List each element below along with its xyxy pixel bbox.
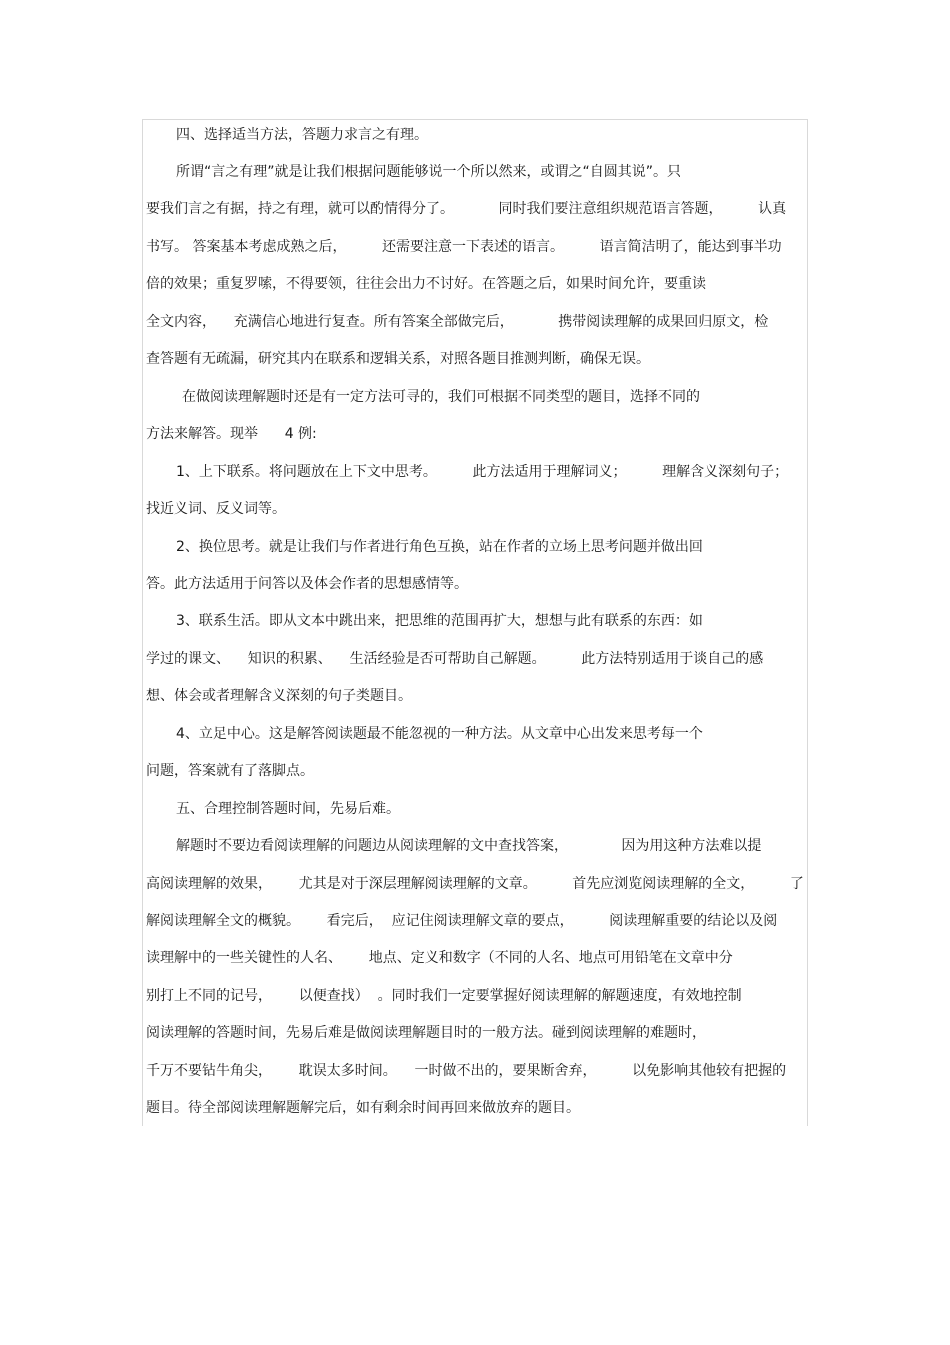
paragraph-line: 解阅读理解全文的概貌。 看完后， 应记住阅读理解文章的要点， 阅读理解重要的结论以及阅	[146, 913, 778, 929]
paragraph-line: 读理解中的一些关键性的人名、 地点、定义和数字（不同的人名、地点可用铅笔在文章中分	[146, 950, 733, 966]
paragraph-line: 解题时不要边看阅读理解的问题边从阅读理解的文中查找答案， 因为用这种方法难以提	[176, 838, 762, 854]
paragraph-line: 千万不要钻牛角尖， 耽误太多时间。 一时做不出的，要果断舍弃， 以免影响其他较有把握的	[146, 1063, 787, 1079]
section-heading-5: 五、合理控制答题时间，先易后难。	[176, 801, 400, 817]
paragraph-line: 在做阅读理解题时还是有一定方法可寻的，我们可根据不同类型的题目，选择不同的	[182, 389, 700, 405]
paragraph-line: 找近义词、反义词等。	[146, 501, 286, 517]
method-item-4: 4、立足中心。这是解答阅读题最不能忽视的一种方法。从文章中心出发来思考每一个	[176, 726, 703, 742]
paragraph-line: 方法来解答。现举 4 例:	[146, 426, 317, 442]
paragraph-line: 所谓“言之有理”就是让我们根据问题能够说一个所以然来，或谓之“自圆其说”。只	[176, 164, 682, 180]
paragraph-line: 全文内容， 充满信心地进行复查。所有答案全部做完后， 携带阅读理解的成果回归原文，检	[146, 314, 769, 330]
paragraph-line: 学过的课文、 知识的积累、 生活经验是否可帮助自己解题。 此方法特别适用于谈自己的感	[146, 651, 764, 667]
paragraph-line: 题目。待全部阅读理解题解完后，如有剩余时间再回来做放弃的题目。	[146, 1100, 580, 1116]
section-heading-4: 四、选择适当方法，答题力求言之有理。	[176, 127, 428, 143]
paragraph-line: 查答题有无疏漏，研究其内在联系和逻辑关系，对照各题目推测判断，确保无误。	[146, 351, 650, 367]
method-item-1: 1、上下联系。将问题放在上下文中思考。 此方法适用于理解词义； 理解含义深刻句子；	[176, 464, 789, 480]
method-item-2: 2、换位思考。就是让我们与作者进行角色互换，站在作者的立场上思考问题并做出回	[176, 539, 703, 555]
paragraph-line: 问题，答案就有了落脚点。	[146, 763, 314, 779]
paragraph-line: 答。此方法适用于问答以及体会作者的思想感情等。	[146, 576, 468, 592]
paragraph-line: 高阅读理解的效果， 尤其是对于深层理解阅读理解的文章。 首先应浏览阅读理解的全文， 了	[146, 876, 804, 892]
paragraph-line: 倍的效果；重复罗嗦，不得要领，往往会出力不讨好。在答题之后，如果时间允许，要重读	[146, 276, 706, 292]
paragraph-line: 要我们言之有据，持之有理，就可以酌情得分了。 同时我们要注意组织规范语言答题， 认真	[146, 201, 787, 217]
paragraph-line: 阅读理解的答题时间，先易后难是做阅读理解题目时的一般方法。碰到阅读理解的难题时，	[146, 1025, 706, 1041]
paragraph-line: 书写。 答案基本考虑成熟之后， 还需要注意一下表述的语言。 语言简洁明了，能达到事半功	[146, 239, 782, 255]
method-item-3: 3、联系生活。即从文本中跳出来，把思维的范围再扩大，想想与此有联系的东西：如	[176, 613, 703, 629]
paragraph-line: 别打上不同的记号， 以便查找） 。同时我们一定要掌握好阅读理解的解题速度，有效地控制	[146, 988, 742, 1004]
paragraph-line: 想、体会或者理解含义深刻的句子类题目。	[146, 688, 412, 704]
